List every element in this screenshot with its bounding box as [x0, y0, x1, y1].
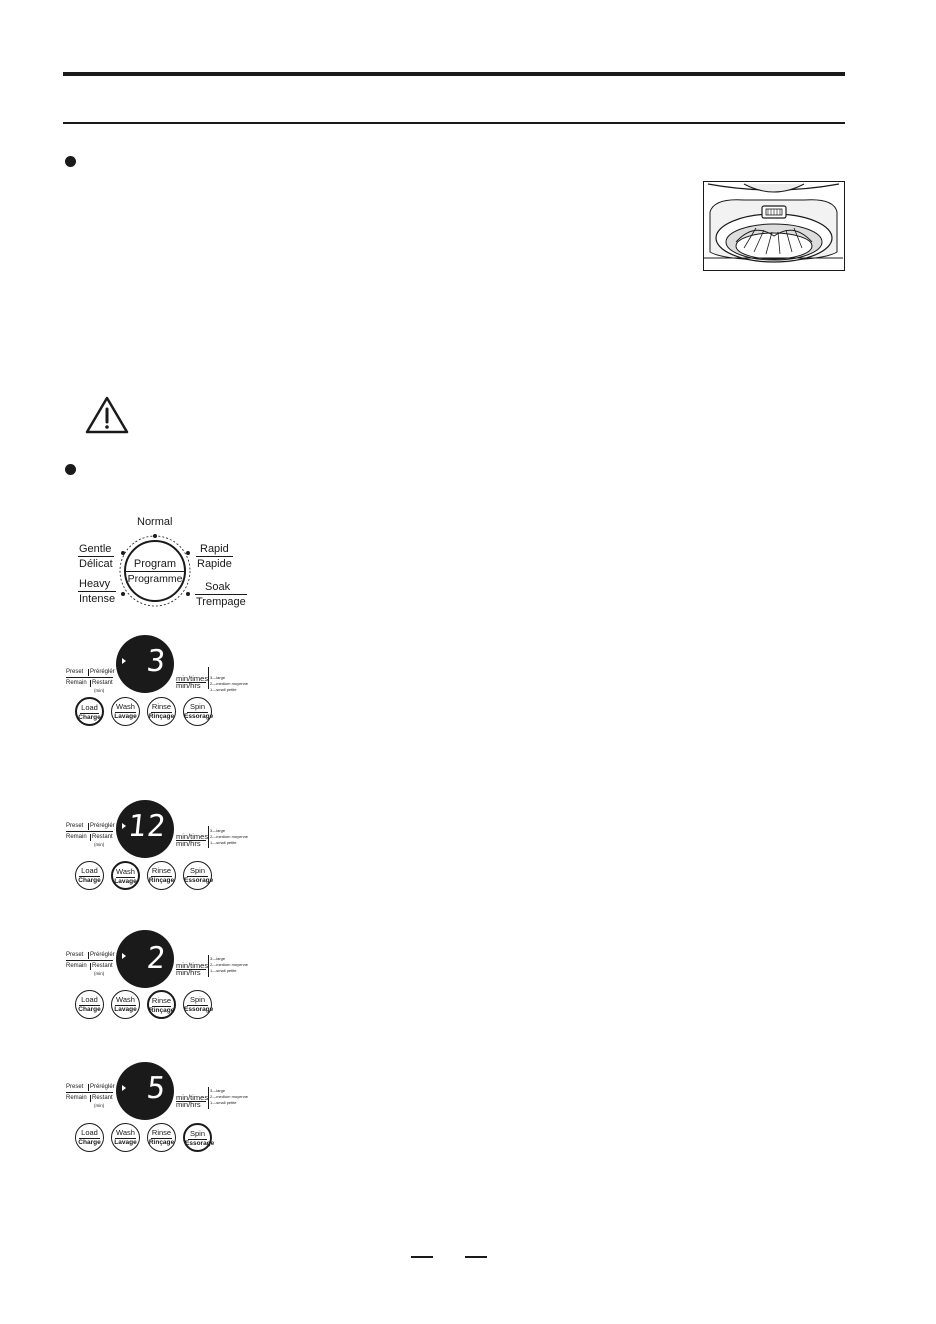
program-dial [62, 510, 262, 620]
spin-button[interactable]: Spin Essorage [183, 697, 212, 726]
header-rule-thin [63, 122, 845, 124]
program-knob[interactable]: Program Programme [124, 540, 186, 602]
rinse-button[interactable]: Rinse Rinçage [147, 990, 176, 1019]
dial-marker-normal [153, 534, 157, 538]
control-panel-wash: Preset Préréglér Remain Restant (min) 12 min/times min/hrs 3—large 2—medium moyenne 1—small petite Load Charge Wash Lavage Rinse Rinçage Spin Essorage [62, 800, 262, 905]
load-button[interactable]: Load Charge [75, 861, 104, 890]
dial-marker-rapid [186, 551, 190, 555]
led-display [116, 1062, 174, 1120]
play-indicator-icon [122, 1085, 126, 1091]
page-number-bar-right [465, 1256, 487, 1258]
wash-button[interactable]: Wash Lavage [111, 1123, 140, 1152]
display-value: 2 [145, 941, 168, 976]
dial-marker-heavy [121, 592, 125, 596]
warning-triangle-icon [84, 395, 130, 440]
rinse-button[interactable]: Rinse Rinçage [147, 1123, 176, 1152]
section-bullet-2 [65, 464, 76, 475]
play-indicator-icon [122, 658, 126, 664]
washer-tub-illustration [703, 181, 845, 271]
dial-label-gentle: Gentle Délicat [79, 543, 113, 570]
control-panel-spin: Preset Préréglér Remain Restant (min) 5 min/times min/hrs 3—large 2—medium moyenne 1—small petite Load Charge Wash Lavage Rinse Rinçage Spin Essorage [62, 1062, 262, 1167]
play-indicator-icon [122, 953, 126, 959]
dial-marker-soak [186, 592, 190, 596]
dial-label-heavy: Heavy Intense [79, 578, 116, 605]
dial-label-rapid: Rapid Rapide [197, 543, 232, 570]
spin-button[interactable]: Spin Essorage [183, 861, 212, 890]
load-button[interactable]: Load Charge [75, 990, 104, 1019]
section-bullet-1 [65, 156, 76, 167]
dial-marker-gentle [121, 551, 125, 555]
display-value: 12 [126, 809, 168, 844]
header-rule-thick [63, 72, 845, 76]
wash-button[interactable]: Wash Lavage [111, 697, 140, 726]
play-indicator-icon [122, 823, 126, 829]
led-display [116, 635, 174, 693]
load-button[interactable]: Load Charge [75, 1123, 104, 1152]
control-panel-rinse: Preset Préréglér Remain Restant (min) 2 min/times min/hrs 3—large 2—medium moyenne 1—small petite Load Charge Wash Lavage Rinse Rinçage Spin Essorage [62, 930, 262, 1035]
rinse-button[interactable]: Rinse Rinçage [147, 861, 176, 890]
dial-label-normal: Normal [137, 516, 173, 528]
load-button[interactable]: Load Charge [75, 697, 104, 726]
led-display [116, 800, 174, 858]
rinse-button[interactable]: Rinse Rinçage [147, 697, 176, 726]
control-panel-load: Preset Préréglér Remain Restant (min) 3 min/times min/hrs 3—large 2—medium moyenne 1—small petite Load Charge Wash Lavage Rinse Rinçage Spin Essorage [62, 635, 262, 740]
dial-label-soak: Soak Trempage [196, 581, 246, 608]
wash-button[interactable]: Wash Lavage [111, 861, 140, 890]
led-display [116, 930, 174, 988]
page-number-bar-left [411, 1256, 433, 1258]
display-value: 5 [145, 1071, 168, 1106]
wash-button[interactable]: Wash Lavage [111, 990, 140, 1019]
display-value: 3 [145, 644, 168, 679]
spin-button[interactable]: Spin Essorage [183, 1123, 212, 1152]
spin-button[interactable]: Spin Essorage [183, 990, 212, 1019]
